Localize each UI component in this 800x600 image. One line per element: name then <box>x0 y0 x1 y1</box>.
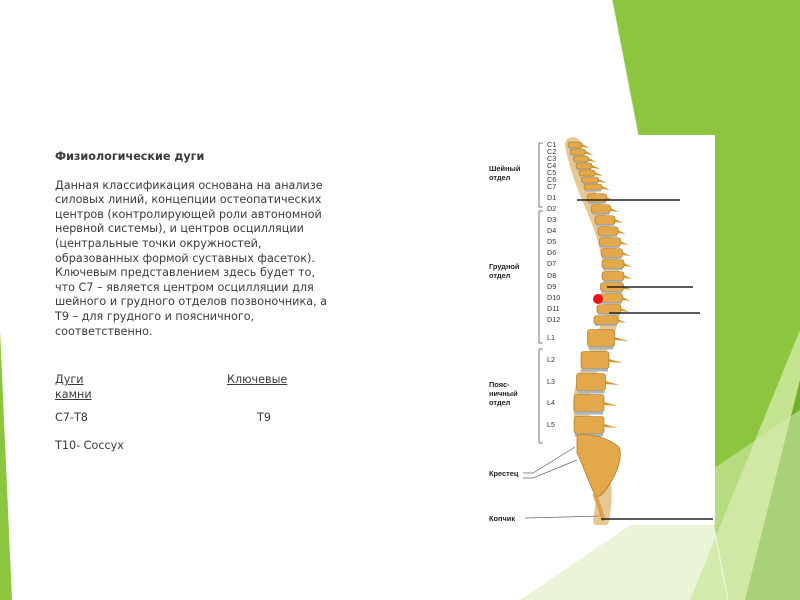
vertebra-label-d5: D5 <box>547 237 557 246</box>
vertebra-bone-d4 <box>598 227 618 236</box>
keystones-column-header <box>227 373 287 388</box>
vertebra-label-l1: L1 <box>547 333 555 342</box>
table-row <box>55 439 335 459</box>
arcs-table <box>55 373 335 459</box>
intervertebral-disc-d4 <box>599 235 617 237</box>
lumbar-group-label-2: ничный <box>489 389 518 398</box>
vertebra-bone-d8 <box>602 272 624 281</box>
keystones-header-label-line1: Ключевые <box>227 373 288 387</box>
intervertebral-disc-d5 <box>601 246 620 248</box>
vertebra-bone-c7 <box>584 184 602 190</box>
sacrum-label: Крестец <box>489 469 519 478</box>
arc-cell: Т10- Coccyx <box>55 439 124 453</box>
keystones-header-label-line2: камни <box>55 387 92 401</box>
vertebra-bone-c6 <box>582 177 599 183</box>
arcs-column-header <box>55 373 145 402</box>
intervertebral-disc-d7 <box>603 268 623 270</box>
vertebra-label-d12: D12 <box>547 315 561 324</box>
text-content <box>55 150 335 459</box>
vertebra-label-d11: D11 <box>547 304 560 313</box>
vertebra-bone-d3 <box>595 216 615 225</box>
vertebra-label-d9: D9 <box>547 282 557 291</box>
vertebra-label-c2: C2 <box>547 147 557 156</box>
vertebra-bone-c5 <box>579 170 595 176</box>
thoracic-group-label-2: отдел <box>489 271 511 280</box>
intervertebral-disc-l1 <box>589 347 614 350</box>
vertebra-label-l3: L3 <box>547 377 555 386</box>
vertebra-bone-d1 <box>588 194 607 203</box>
vertebra-bone-c2 <box>571 149 586 155</box>
coccyx-label: Копчик <box>489 514 516 523</box>
spine-figure <box>485 135 715 525</box>
vertebra-bone-l4 <box>574 395 604 412</box>
vertebra-label-c1: C1 <box>547 140 557 149</box>
keystone-marker-dot <box>593 294 603 304</box>
intervertebral-disc-l4 <box>575 412 603 415</box>
thoracic-group-label-1: Грудной <box>489 262 520 271</box>
vertebra-bone-l2 <box>581 352 609 369</box>
vertebra-bone-d11 <box>597 305 621 314</box>
intervertebral-disc-d1 <box>589 202 606 204</box>
cervical-group-label-1: Шейный <box>489 164 521 173</box>
intervertebral-disc-l3 <box>578 391 605 394</box>
left-green-triangle <box>0 330 12 600</box>
vertebra-bone-d6 <box>602 249 623 258</box>
vertebra-bone-d12 <box>594 316 618 325</box>
vertebra-label-l2: L2 <box>547 355 555 364</box>
intervertebral-disc-d3 <box>596 224 614 226</box>
intervertebral-disc-d12 <box>595 324 617 326</box>
vertebra-label-d1: D1 <box>547 193 557 202</box>
vertebra-label-c5: C5 <box>547 168 557 177</box>
lumbar-group-label-1: Пояс- <box>489 380 510 389</box>
vertebra-label-d2: D2 <box>547 204 557 213</box>
vertebra-label-d6: D6 <box>547 248 557 257</box>
vertebra-label-d4: D4 <box>547 226 557 235</box>
arcs-table-header <box>55 373 335 403</box>
arcs-header-label: Дуги <box>55 373 84 387</box>
vertebra-bone-d7 <box>602 260 624 269</box>
vertebra-bone-l5 <box>574 417 604 434</box>
vertebra-label-l4: L4 <box>547 398 555 407</box>
vertebra-bone-l1 <box>588 330 615 347</box>
cervical-group-label-2: отдел <box>489 173 511 182</box>
intervertebral-disc-d6 <box>603 257 622 259</box>
vertebra-bone-c1 <box>568 142 582 148</box>
intervertebral-disc-d8 <box>603 280 623 282</box>
vertebra-bone-c4 <box>576 163 592 169</box>
vertebra-label-l5: L5 <box>547 420 555 429</box>
arc-cell: С7-Т8 <box>55 411 88 425</box>
vertebra-bone-l3 <box>577 374 606 391</box>
vertebra-label-c7: C7 <box>547 182 557 191</box>
table-row <box>55 411 335 431</box>
intervertebral-disc-d10 <box>601 302 622 304</box>
vertebra-label-c3: C3 <box>547 154 557 163</box>
vertebra-label-c4: C4 <box>547 161 557 170</box>
vertebra-label-d3: D3 <box>547 215 557 224</box>
vertebra-label-d8: D8 <box>547 271 557 280</box>
vertebra-label-d7: D7 <box>547 259 557 268</box>
intervertebral-disc-d9 <box>602 291 623 293</box>
vertebra-label-d10: D10 <box>547 293 561 302</box>
vertebra-bone-d10 <box>600 294 623 303</box>
body-paragraph: Данная классификация основана на анализе силовых линий, концепции остеопатических центров (контролирующей роли автономной нервной системы), и центров осцилляции (центральные точки окружностей, образованных формой суставных фасеток). Ключевым представлением здесь будет то, что С7 – является центром осцилляции для шейного и грудного отделов позвоночника, а Т9 – для грудного и поясничного, соответственно. <box>55 178 328 338</box>
vertebra-label-c6: C6 <box>547 175 557 184</box>
vertebra-bone-d5 <box>600 238 621 247</box>
vertebra-bone-d2 <box>592 205 611 214</box>
intervertebral-disc-d2 <box>593 213 610 215</box>
slide-heading: Физиологические дуги <box>55 150 205 163</box>
lumbar-group-label-3: отдел <box>489 398 511 407</box>
vertebra-bone-c3 <box>574 156 589 162</box>
keystone-cell: Т9 <box>257 411 271 425</box>
intervertebral-disc-l2 <box>582 369 608 372</box>
intervertebral-disc-c7 <box>585 190 601 192</box>
